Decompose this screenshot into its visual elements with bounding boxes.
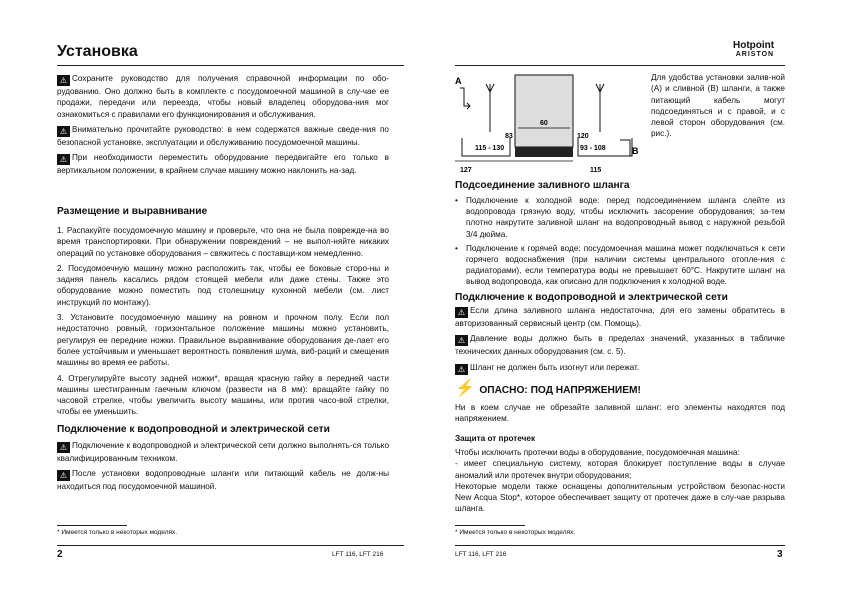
leak-heading: Защита от протечек xyxy=(455,434,536,443)
warning-icon: ⚠ xyxy=(57,442,70,453)
installation-diagram xyxy=(450,70,646,178)
intro-paragraph-1: ⚠ Сохраните руководство для получения справочной информации по обо-рудованию. Оно должно быть в комплекте с посудомоечной машиной в слу-чае ее продажи, передачи или переезда, чтобы новый владелец оборудова-ния мог ознакомиться с правилами его функционирования и обслуживания. xyxy=(57,74,389,119)
hose-a xyxy=(460,88,470,106)
danger-heading xyxy=(455,378,641,398)
connection-notes xyxy=(57,440,389,497)
warning-2: ⚠ Давление воды должно быть в пределах значений, указанных в табличке технических данных оборудования (см. с. 5). xyxy=(455,334,785,357)
warning-3: ⚠ Шланг не должен быть изогнут или пережат. xyxy=(455,362,785,375)
page-number: 3 xyxy=(777,549,783,560)
warning-1: ⚠ Если длина заливного шланга недостаточна, для его замены обратитесь в авторизованный сервисный центр (см. Помощь). xyxy=(455,306,785,328)
dim-115: 115 xyxy=(590,167,602,174)
logo-brand: Hotpoint xyxy=(733,40,775,51)
label-b: B xyxy=(632,146,639,156)
warning-icon: ⚠ xyxy=(455,335,468,346)
step-3: 3. Установите посудомоечную машину на ровном и прочном полу. Если пол недостаточно ровный, горизонтальное положение машины можно установить, регулируя ее передние ножки. Правильное выравнивание оборудования де-лает его более устойчивым и уменьшает вероятность появления шума, виб-раций и смещения машины во время ее работы. xyxy=(57,313,389,368)
leak-text xyxy=(455,447,785,515)
leak-line-1: Чтобы исключить протечки воды в оборудование, посудомоечная машина: xyxy=(455,448,740,457)
warning-icon: ⚠ xyxy=(57,75,70,86)
figure-caption: Для удобства установки залив-ной (А) и сливной (В) шланги, а также питающий кабель могут подсоединяться и с правой, и с левой сторон оборудования (см. рис.). xyxy=(651,73,785,139)
dim-60: 60 xyxy=(540,120,548,127)
left-intro xyxy=(57,73,389,180)
brand-logo xyxy=(733,40,774,58)
title-rule xyxy=(57,65,404,66)
title-rule xyxy=(455,65,785,66)
page-number: 2 xyxy=(57,549,63,560)
footnote: * Имеется только в некоторых моделях. xyxy=(455,529,576,536)
footnote-rule xyxy=(455,525,525,526)
warning-icon: ⚠ xyxy=(57,470,70,481)
warning-icon: ⚠ xyxy=(455,307,468,318)
intro-paragraph-3: ⚠ При необходимости переместить оборудование передвигайте его только в вертикальном положении, в крайнем случае машину можно наклонить на-зад. xyxy=(57,153,389,176)
danger-text: Ни в коем случае не обрезайте заливной шланг: его элементы находятся под напряжением. xyxy=(455,403,785,424)
inlet-bullets xyxy=(455,195,785,291)
dim-127: 127 xyxy=(460,167,472,174)
footnote-rule xyxy=(57,525,127,526)
footnote: * Имеется только в некоторых моделях. xyxy=(57,529,178,536)
connection-note-2: ⚠ После установки водопроводные шланги или питающий кабель не долж-ны находиться под посудомоечной машиной. xyxy=(57,469,389,492)
bullet-cold-water: • Подключение к холодной воде: перед подсоединением шланга слейте из водопровода грязную воду, чтобы исключить засорение оборудования; за-тем плотно накрутите заливной шланг на водопроводный вывод с наружной резьбой 3/4 дюйма. xyxy=(455,195,785,240)
footer-rule xyxy=(455,545,785,546)
bullet-hot-water: • Подключение к горячей воде: посудомоечная машина может подключаться к сети горячего водоснабжения (при наличии системы центрального отопле-ния с радиаторами), если температура воды не превышает 60°C. Накрутите шланг на вывод водопровода, как описано для подключения к холодной воде. xyxy=(455,243,785,288)
section-heading-connection: Подключение к водопроводной и электрической сети xyxy=(57,424,330,435)
section-heading-inlet: Подсоединение заливного шланга xyxy=(455,180,630,191)
model-label: LFT 116, LFT 216 xyxy=(332,551,384,558)
section-heading-placement: Размещение и выравнивание xyxy=(57,206,208,217)
dim-120: 120 xyxy=(577,133,589,140)
step-1: 1. Распакуйте посудомоечную машину и проверьте, что она не была поврежде-на во время транспортировки. При обнаружении повреждений – не выпол-няйте никаких операций по установке оборудования – свяжитесь с поставщи-ком немедленно. xyxy=(57,226,389,258)
dim-115-130: 115 - 130 xyxy=(475,145,505,152)
leak-line-2: - имеет специальную систему, которая блокирует поступление воды в случае аномалий или протечек внутри оборудования; xyxy=(455,459,785,480)
section-heading-connection: Подключение к водопроводной и электрической сети xyxy=(455,292,728,303)
model-label: LFT 116, LFT 216 xyxy=(455,551,507,558)
placement-steps xyxy=(57,225,389,422)
dim-93-108: 93 - 108 xyxy=(580,145,606,152)
danger-title: ОПАСНО: ПОД НАПРЯЖЕНИЕМ! xyxy=(479,385,641,396)
connection-warnings xyxy=(455,305,785,379)
machine-base xyxy=(515,147,573,157)
lightning-icon: ⚡ xyxy=(455,380,475,397)
dim-83: 83 xyxy=(505,133,513,140)
footer-rule xyxy=(57,545,404,546)
step-2: 2. Посудомоечную машину можно расположить так, чтобы ее боковые сторо-ны и задняя панель касались рядом стоящей мебели или даже стены. Также это оборудование можно поместить под столешницу кухонной мебели (см. лист инструкций по монтажу). xyxy=(57,263,389,307)
warning-icon: ⚠ xyxy=(57,126,70,137)
connection-note-1: ⚠ Подключение к водопроводной и электрической сети должно выполнять-ся только квалифицированным техником. xyxy=(57,441,389,463)
intro-paragraph-2: ⚠ Внимательно прочитайте руководство: в нем содержатся важные сведе-ния по безопасной установке, эксплуатации и обслуживанию посудомоечной машины. xyxy=(57,124,389,147)
warning-icon: ⚠ xyxy=(57,154,70,165)
page-title: Установка xyxy=(57,43,138,60)
label-a: A xyxy=(455,76,462,86)
warning-icon: ⚠ xyxy=(455,364,468,375)
logo-sub: ARISTON xyxy=(735,51,775,58)
leak-line-3: Некоторые модели также оснащены дополнительным устройством безопас-ности New Acqua Stop*, которое обеспечивает защиту от протечек даже в слу-чае разрыва шланга. xyxy=(455,481,785,514)
step-4: 4. Отрегулируйте высоту задней ножки*, вращая красную гайку в передней части машины шестигранным гаечным ключом (развести на 8 мм): вращайте гайку по часовой стрелке, чтобы увеличить высоту машины, или против часо-вой стрелки, чтобы ее уменьшить. xyxy=(57,373,389,417)
machine-outline xyxy=(515,75,573,147)
hose-b xyxy=(620,140,630,156)
